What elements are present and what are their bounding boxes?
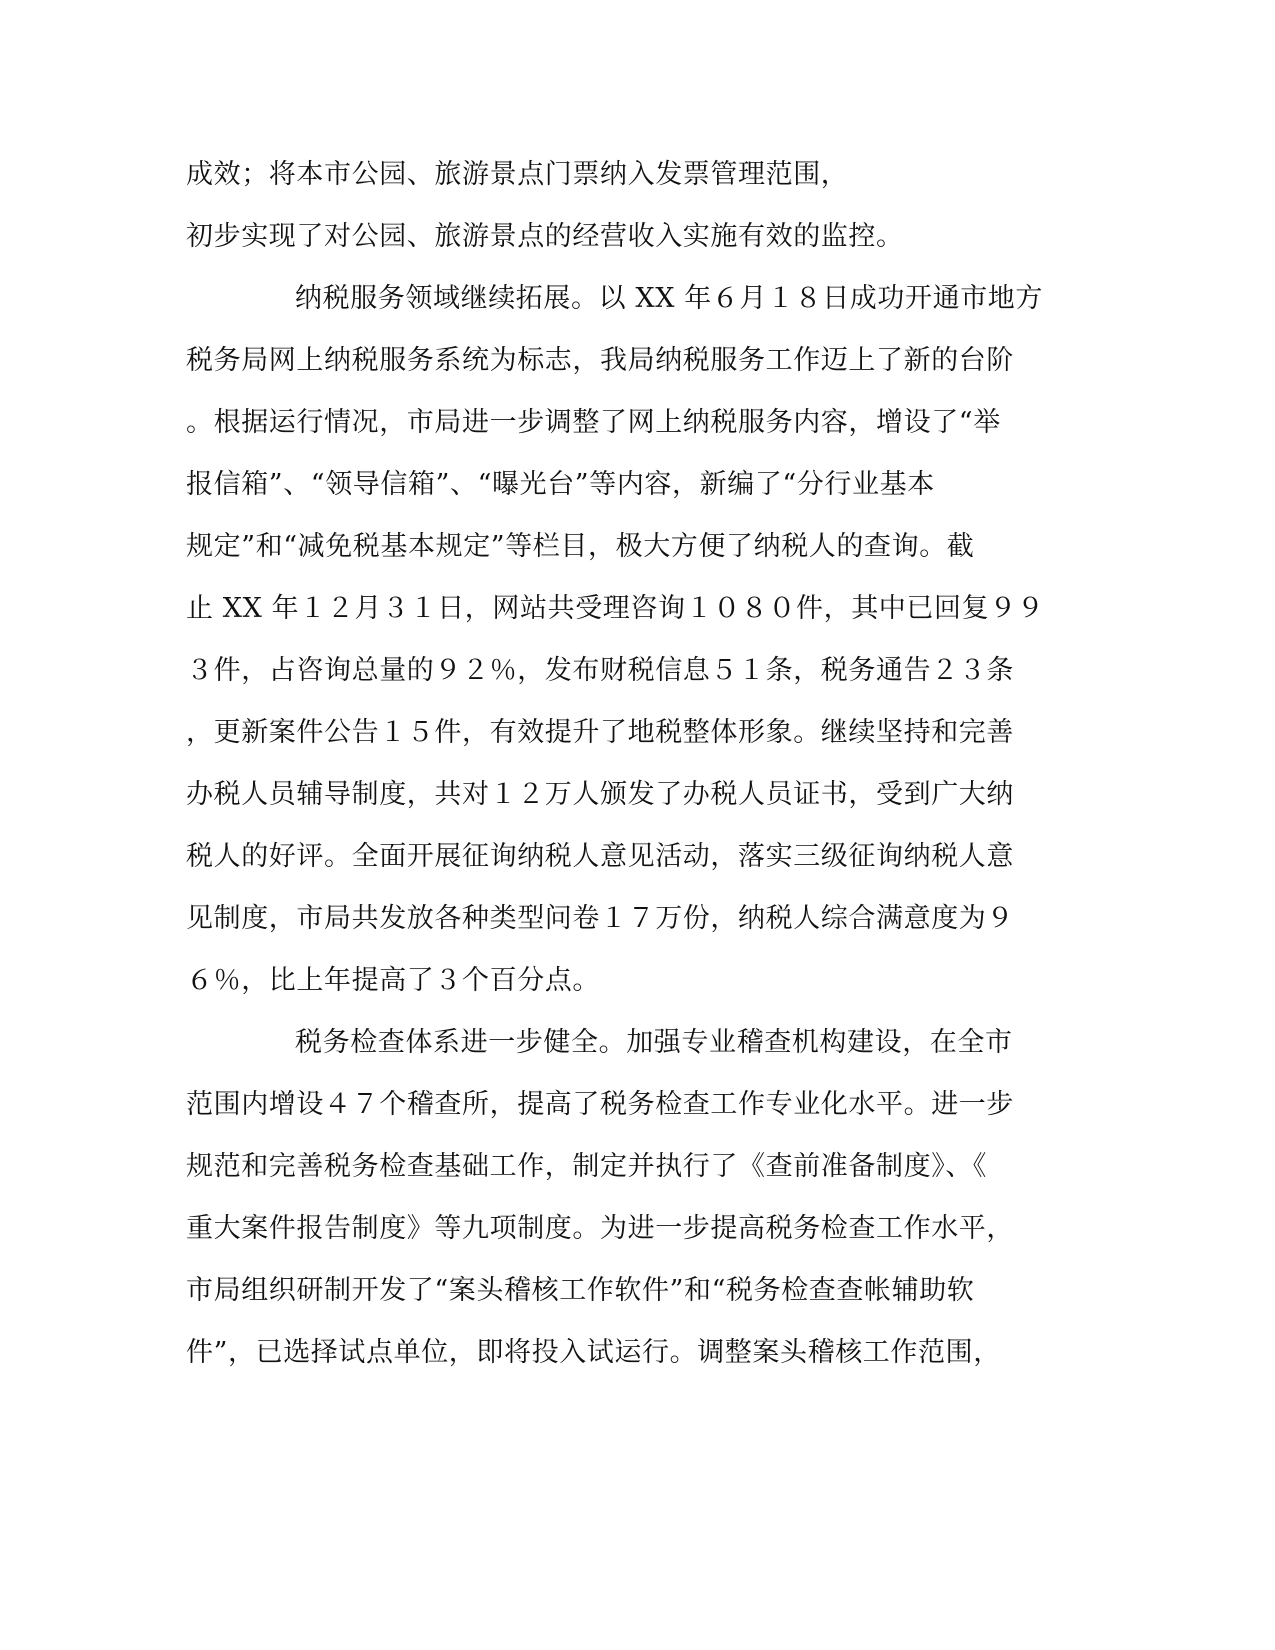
text-line: 初步实现了对公园、旅游景点的经营收入实施有效的监控。 <box>186 221 904 252</box>
paragraph-start-line: 纳税服务领域继续拓展。以 XX 年６月１８日成功开通市地方 <box>295 283 1044 314</box>
text-line: 税务局网上纳税服务系统为标志，我局纳税服务工作迈上了新的台阶 <box>186 345 1014 376</box>
text-line: 规定”和“减免税基本规定”等栏目，极大方便了纳税人的查询。截 <box>186 531 975 562</box>
text-line: 税人的好评。全面开展征询纳税人意见活动，落实三级征询纳税人意 <box>186 841 1014 872</box>
text-line: 市局组织研制开发了“案头稽核工作软件”和“税务检查查帐辅助软 <box>186 1275 975 1306</box>
text-line: ３件，占咨询总量的９２％，发布财税信息５１条，税务通告２３条 <box>186 655 1014 686</box>
text-line: 件”，已选择试点单位，即将投入试运行。调整案头稽核工作范围， <box>186 1337 1001 1368</box>
text-line: 。根据运行情况，市局进一步调整了网上纳税服务内容，增设了“举 <box>186 407 1001 438</box>
text-line: 范围内增设４７个稽查所，提高了税务检查工作专业化水平。进一步 <box>186 1089 1014 1120</box>
text-line: ，更新案件公告１５件，有效提升了地税整体形象。继续坚持和完善 <box>186 717 1014 748</box>
text-line: ６％，比上年提高了３个百分点。 <box>186 965 600 996</box>
text-line: 办税人员辅导制度，共对１２万人颁发了办税人员证书，受到广大纳 <box>186 779 1014 810</box>
text-line: 成效；将本市公园、旅游景点门票纳入发票管理范围， <box>186 159 849 190</box>
paragraph-start-line: 税务检查体系进一步健全。加强专业稽查机构建设，在全市 <box>295 1027 1013 1058</box>
text-line: 见制度，市局共发放各种类型问卷１７万份，纳税人综合满意度为９ <box>186 903 1014 934</box>
text-line: 报信箱”、“领导信箱”、“曝光台”等内容，新编了“分行业基本 <box>186 469 935 500</box>
text-line: 止 XX 年１２月３１日，网站共受理咨询１０８０件，其中已回复９９ <box>186 593 1045 624</box>
text-line: 规范和完善税务检查基础工作，制定并执行了《查前准备制度》、《 <box>186 1151 987 1182</box>
text-line: 重大案件报告制度》等九项制度。为进一步提高税务检查工作水平， <box>186 1213 1014 1244</box>
